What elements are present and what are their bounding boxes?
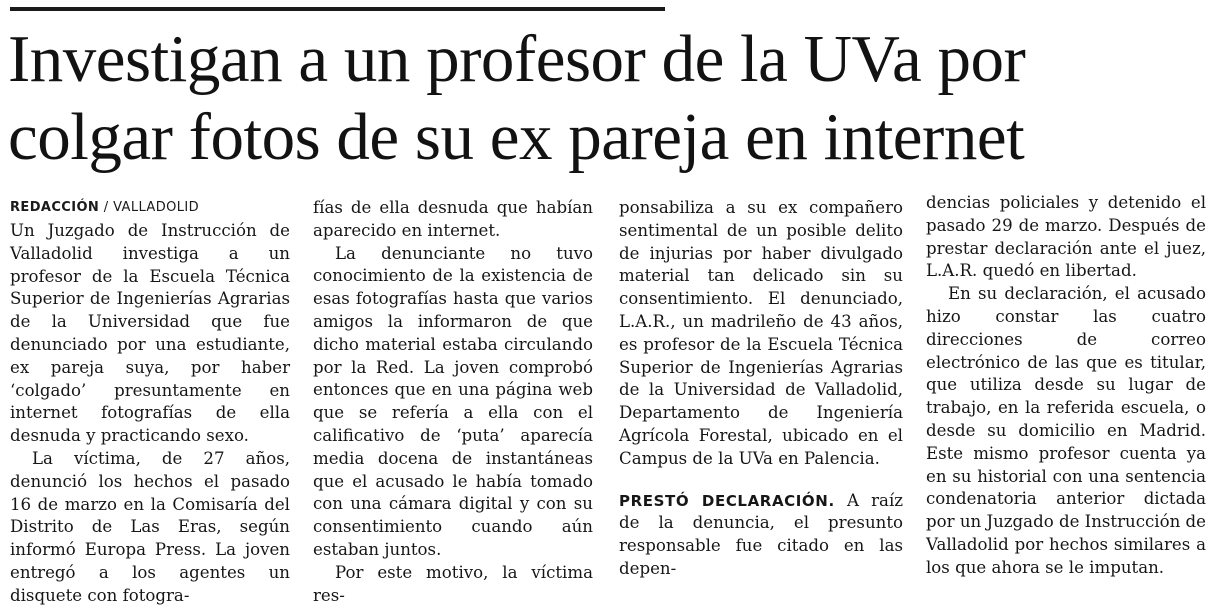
article-column-1 [10,200,290,605]
column-1-paragraph-1: Un Juzgado de Instrucción de Valladolid investiga a un profesor de la Escuela Técnica Superior de Ingenierías Agrarias de la Universidad que fue denunciado por una estudiante, ex pareja suya, por haber ‘colgado’ presuntamente en internet fotografías de ella desnuda y practicando sexo. [10,221,290,446]
article-column-4 [926,192,1207,577]
column-2-paragraph-2: La denunciante no tuvo conocimiento de la existencia de esas fotografías hasta que varios amigos la informaron de que dicho material estaba circulando por la Red. La joven comprobó entonces que en una página web que se refería a ella con el calificativo de ‘puta’ aparecía media docena de instantáneas que el acusado le había tomado con una cámara digital y con su consentimiento cuando aún estaban juntos. [313,243,593,559]
column-3-paragraph-2 [619,490,903,581]
byline-section: REDACCIÓN [10,200,100,215]
byline-city: VALLADOLID [113,200,200,215]
column-2-paragraph-1: fías de ella desnuda que habían aparecido en internet. [313,198,593,240]
section-subhead: PRESTÓ DECLARACIÓN. [619,491,835,510]
column-1-paragraph-2: La víctima, de 27 años, denunció los hechos el pasado 16 de marzo en la Comisaría del Distrito de Las Eras, según informó Europa Press. La joven entregó a los agentes un disquete con fotogra- [10,448,290,605]
column-3-paragraph-1: ponsabiliza a su ex compañero sentimental de un posible delito de injurias por haber divulgado material tan delicado sin su consentimiento. El denunciado, L.A.R., un madrileño de 43 años, es profesor de la Escuela Técnica Superior de Ingenierías Agrarias de la Universidad de Valladolid, Departamento de Ingeniería Agrícola Forestal, ubicado en el Campus de la UVa en Palencia. [619,198,903,468]
column-3-paragraph-2-text: A raíz de la denuncia, el presunto responsable fue citado en las depen- [619,490,903,578]
column-2-paragraph-3: Por este motivo, la víctima res- [313,562,593,605]
article-column-3 [619,197,903,578]
headline [8,20,1198,176]
column-4-paragraph-2: En su declaración, el acusado hizo constar las cuatro direcciones de correo electrónico de las que es titular, que utiliza desde su lugar de trabajo, en la referida escuela, o desde su domicilio en Madrid. Este mismo profesor cuenta ya en su historial con una sentencia condenatoria anterior dictada por un Juzgado de Instrucción de Valladolid por hechos similares a los que ahora se le imputan. [926,284,1207,577]
column-4-paragraph-1: dencias policiales y detenido el pasado 29 de marzo. Después de prestar declaración ante el juez, L.A.R. quedó en libertad. [926,193,1206,281]
byline [10,200,290,216]
headline-line-1: Investigan a un profesor de la UVa por [8,22,1026,96]
article-column-2 [313,197,593,605]
headline-line-2: colgar fotos de su ex pareja en internet [8,100,1025,174]
top-rule [10,7,665,11]
byline-separator: / [99,200,114,215]
